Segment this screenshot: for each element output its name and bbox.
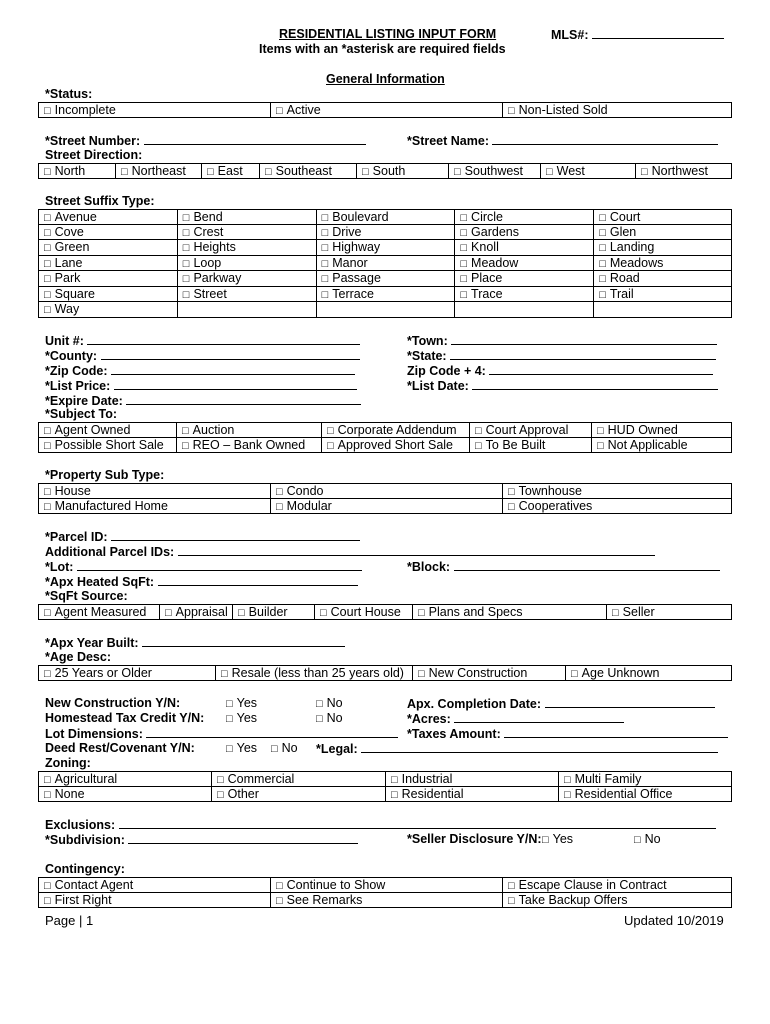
- homestead-label: Homestead Tax Credit Y/N:: [45, 711, 205, 725]
- age-desc-row: [38, 665, 732, 681]
- state-field: [407, 348, 716, 364]
- seller-disclosure-no-checkbox[interactable]: □ No: [634, 832, 661, 848]
- contingency-backup-offers-checkbox[interactable]: □ Take Backup Offers: [502, 893, 732, 909]
- state-input[interactable]: [450, 348, 716, 360]
- suffix-glen-checkbox[interactable]: □ Glen: [593, 225, 732, 241]
- deed-yes-checkbox[interactable]: □ Yes: [226, 741, 257, 757]
- zoning-residential-office-checkbox[interactable]: □ Residential Office: [558, 787, 732, 803]
- acres-label: *Acres:: [407, 712, 451, 726]
- block-field: [407, 559, 720, 575]
- zoning-multi-family-checkbox[interactable]: □ Multi Family: [558, 771, 732, 787]
- suffix-park-checkbox[interactable]: □ Park: [38, 271, 177, 287]
- source-appraisal-checkbox[interactable]: □ Appraisal: [159, 604, 232, 620]
- suffix-passage-checkbox[interactable]: □ Passage: [316, 271, 455, 287]
- additional-parcel-label: Additional Parcel IDs:: [45, 545, 175, 559]
- subject-to-be-built-checkbox[interactable]: □ To Be Built: [469, 438, 591, 454]
- subject-to-row: [38, 438, 732, 454]
- subject-approved-short-sale-checkbox[interactable]: □ Approved Short Sale: [321, 438, 469, 454]
- zip4-label: Zip Code + 4:: [407, 364, 486, 378]
- legal-input[interactable]: [361, 741, 718, 753]
- direction-north-checkbox[interactable]: □ North: [38, 163, 115, 179]
- contingency-contact-agent-checkbox[interactable]: □ Contact Agent: [38, 877, 270, 893]
- unit-field: [45, 333, 360, 349]
- town-field: [407, 333, 717, 349]
- status-non-listed-sold-checkbox[interactable]: □ Non-Listed Sold: [502, 102, 732, 118]
- zip-input[interactable]: [111, 363, 355, 375]
- suffix-row: [38, 225, 732, 241]
- street-number-input[interactable]: [144, 133, 366, 145]
- direction-northwest-checkbox[interactable]: □ Northwest: [635, 163, 732, 179]
- subtype-cooperatives-checkbox[interactable]: □ Cooperatives: [502, 499, 732, 515]
- county-label: *County:: [45, 349, 98, 363]
- subject-reo-checkbox[interactable]: □ REO – Bank Owned: [176, 438, 321, 454]
- town-label: *Town:: [407, 334, 448, 348]
- street-direction-label: Street Direction:: [45, 148, 143, 162]
- suffix-terrace-checkbox[interactable]: □ Terrace: [316, 287, 455, 303]
- completion-date-input[interactable]: [545, 696, 715, 708]
- age-desc-label: *Age Desc:: [45, 650, 111, 664]
- street-name-field: [407, 133, 718, 149]
- list-date-label: *List Date:: [407, 379, 469, 393]
- sub-type-row: [38, 499, 732, 515]
- subject-hud-owned-checkbox[interactable]: □ HUD Owned: [591, 422, 732, 438]
- additional-parcel-field: [45, 544, 655, 560]
- new-construction-yes-checkbox[interactable]: □ Yes: [226, 696, 257, 712]
- year-built-input[interactable]: [142, 635, 345, 647]
- suffix-boulevard-checkbox[interactable]: □ Boulevard: [316, 209, 455, 225]
- subject-court-approval-checkbox[interactable]: □ Court Approval: [469, 422, 591, 438]
- year-built-label: *Apx Year Built:: [45, 636, 139, 650]
- list-date-field: [407, 378, 718, 394]
- zoning-none-checkbox[interactable]: □ None: [38, 787, 211, 803]
- age-25-years-checkbox[interactable]: □ 25 Years or Older: [38, 665, 215, 681]
- status-active-checkbox[interactable]: □ Active: [270, 102, 502, 118]
- zoning-label: Zoning:: [45, 756, 91, 770]
- lot-dimensions-field: [45, 726, 398, 742]
- suffix-empty-cell: [454, 302, 593, 318]
- source-builder-checkbox[interactable]: □ Builder: [232, 604, 314, 620]
- subject-corporate-addendum-checkbox[interactable]: □ Corporate Addendum: [321, 422, 469, 438]
- subject-agent-owned-checkbox[interactable]: □ Agent Owned: [38, 422, 176, 438]
- subject-auction-checkbox[interactable]: □ Auction: [176, 422, 321, 438]
- subtype-townhouse-checkbox[interactable]: □ Townhouse: [502, 483, 732, 499]
- contingency-first-right-checkbox[interactable]: □ First Right: [38, 893, 270, 909]
- street-name-label: *Street Name:: [407, 134, 489, 148]
- status-incomplete-checkbox[interactable]: □ Incomplete: [38, 102, 270, 118]
- legal-label: *Legal:: [316, 742, 358, 756]
- suffix-drive-checkbox[interactable]: □ Drive: [316, 225, 455, 241]
- zip4-field: [407, 363, 713, 379]
- subdivision-label: *Subdivision:: [45, 833, 125, 847]
- suffix-row: [38, 302, 732, 318]
- parcel-id-input[interactable]: [111, 529, 360, 541]
- completion-date-label: Apx. Completion Date:: [407, 697, 542, 711]
- suffix-circle-checkbox[interactable]: □ Circle: [454, 209, 593, 225]
- suffix-meadow-checkbox[interactable]: □ Meadow: [454, 256, 593, 272]
- contingency-escape-clause-checkbox[interactable]: □ Escape Clause in Contract: [502, 877, 732, 893]
- suffix-bend-checkbox[interactable]: □ Bend: [177, 209, 316, 225]
- subject-not-applicable-checkbox[interactable]: □ Not Applicable: [591, 438, 732, 454]
- status-options: [38, 102, 732, 118]
- subtype-house-checkbox[interactable]: □ House: [38, 483, 270, 499]
- zoning-other-checkbox[interactable]: □ Other: [211, 787, 385, 803]
- parcel-id-label: *Parcel ID:: [45, 530, 108, 544]
- seller-disclosure-label: *Seller Disclosure Y/N:: [407, 832, 542, 846]
- unit-input[interactable]: [87, 333, 360, 345]
- list-price-field: [45, 378, 357, 394]
- exclusions-label: Exclusions:: [45, 818, 116, 832]
- zip4-input[interactable]: [489, 363, 713, 375]
- contingency-see-remarks-checkbox[interactable]: □ See Remarks: [270, 893, 502, 909]
- suffix-landing-checkbox[interactable]: □ Landing: [593, 240, 732, 256]
- source-agent-measured-checkbox[interactable]: □ Agent Measured: [38, 604, 159, 620]
- suffix-row: [38, 256, 732, 272]
- direction-south-checkbox[interactable]: □ South: [356, 163, 448, 179]
- suffix-empty-cell: [177, 302, 316, 318]
- taxes-input[interactable]: [504, 726, 728, 738]
- suffix-gardens-checkbox[interactable]: □ Gardens: [454, 225, 593, 241]
- source-seller-checkbox[interactable]: □ Seller: [606, 604, 732, 620]
- suffix-way-checkbox[interactable]: □ Way: [38, 302, 177, 318]
- legal-field: [316, 741, 718, 757]
- suffix-street-checkbox[interactable]: □ Street: [177, 287, 316, 303]
- suffix-knoll-checkbox[interactable]: □ Knoll: [454, 240, 593, 256]
- suffix-row: [38, 240, 732, 256]
- suffix-loop-checkbox[interactable]: □ Loop: [177, 256, 316, 272]
- page-number: Page | 1: [45, 913, 94, 928]
- form-title: RESIDENTIAL LISTING INPUT FORM: [279, 27, 497, 41]
- acres-input[interactable]: [454, 711, 624, 723]
- suffix-court-checkbox[interactable]: □ Court: [593, 209, 732, 225]
- zoning-commercial-checkbox[interactable]: □ Commercial: [211, 771, 385, 787]
- suffix-cove-checkbox[interactable]: □ Cove: [38, 225, 177, 241]
- contingency-row: [38, 877, 732, 893]
- subject-to-row: [38, 422, 732, 438]
- lot-dimensions-label: Lot Dimensions:: [45, 727, 143, 741]
- suffix-meadows-checkbox[interactable]: □ Meadows: [593, 256, 732, 272]
- taxes-label: *Taxes Amount:: [407, 727, 501, 741]
- age-new-construction-checkbox[interactable]: □ New Construction: [412, 665, 565, 681]
- suffix-crest-checkbox[interactable]: □ Crest: [177, 225, 316, 241]
- completion-date-field: [407, 696, 715, 712]
- sqft-input[interactable]: [158, 574, 358, 586]
- suffix-avenue-checkbox[interactable]: □ Avenue: [38, 209, 177, 225]
- sqft-field: [45, 574, 358, 590]
- direction-southwest-checkbox[interactable]: □ Southwest: [448, 163, 540, 179]
- sqft-label: *Apx Heated SqFt:: [45, 575, 155, 589]
- zoning-industrial-checkbox[interactable]: □ Industrial: [385, 771, 558, 787]
- mls-label-text: MLS#:: [551, 28, 589, 42]
- sqft-source-row: [38, 604, 732, 620]
- section-general-info: General Information: [326, 72, 445, 86]
- subtype-modular-checkbox[interactable]: □ Modular: [270, 499, 502, 515]
- subject-to-label: *Subject To:: [45, 407, 117, 421]
- suffix-heights-checkbox[interactable]: □ Heights: [177, 240, 316, 256]
- contingency-continue-show-checkbox[interactable]: □ Continue to Show: [270, 877, 502, 893]
- mls-label: [551, 27, 724, 43]
- age-unknown-checkbox[interactable]: □ Age Unknown: [565, 665, 732, 681]
- suffix-trail-checkbox[interactable]: □ Trail: [593, 287, 732, 303]
- expire-date-label: *Expire Date:: [45, 394, 123, 408]
- street-suffix-label: Street Suffix Type:: [45, 194, 155, 208]
- homestead-yes-checkbox[interactable]: □ Yes: [226, 711, 257, 727]
- suffix-parkway-checkbox[interactable]: □ Parkway: [177, 271, 316, 287]
- contingency-row: [38, 893, 732, 909]
- subdivision-input[interactable]: [128, 832, 358, 844]
- taxes-field: [407, 726, 728, 742]
- subdivision-field: [45, 832, 358, 848]
- county-field: [45, 348, 360, 364]
- new-construction-label: New Construction Y/N:: [45, 696, 181, 710]
- suffix-lane-checkbox[interactable]: □ Lane: [38, 256, 177, 272]
- zip-field: [45, 363, 355, 379]
- subtype-manufactured-home-checkbox[interactable]: □ Manufactured Home: [38, 499, 270, 515]
- expire-date-input[interactable]: [126, 393, 361, 405]
- age-resale-checkbox[interactable]: □ Resale (less than 25 years old): [215, 665, 412, 681]
- suffix-empty-cell: [593, 302, 732, 318]
- parcel-id-field: [45, 529, 360, 545]
- suffix-empty-cell: [316, 302, 455, 318]
- direction-east-checkbox[interactable]: □ East: [201, 163, 259, 179]
- new-construction-no-checkbox[interactable]: □ No: [316, 696, 343, 712]
- block-input[interactable]: [454, 559, 720, 571]
- street-name-input[interactable]: [492, 133, 718, 145]
- subject-possible-short-sale-checkbox[interactable]: □ Possible Short Sale: [38, 438, 176, 454]
- street-direction-options: [38, 163, 732, 179]
- suffix-place-checkbox[interactable]: □ Place: [454, 271, 593, 287]
- source-court-house-checkbox[interactable]: □ Court House: [314, 604, 412, 620]
- lot-field: [45, 559, 362, 575]
- year-built-field: [45, 635, 345, 651]
- street-number-label: *Street Number:: [45, 134, 141, 148]
- zoning-agricultural-checkbox[interactable]: □ Agricultural: [38, 771, 211, 787]
- sqft-source-label: *SqFt Source:: [45, 589, 128, 603]
- homestead-no-checkbox[interactable]: □ No: [316, 711, 343, 727]
- lot-dimensions-input[interactable]: [146, 726, 398, 738]
- suffix-trace-checkbox[interactable]: □ Trace: [454, 287, 593, 303]
- updated-date: Updated 10/2019: [624, 913, 724, 928]
- status-label: *Status:: [45, 87, 93, 101]
- zoning-row: [38, 771, 732, 787]
- direction-northeast-checkbox[interactable]: □ Northeast: [115, 163, 201, 179]
- deed-no-checkbox[interactable]: □ No: [271, 741, 298, 757]
- suffix-row: [38, 271, 732, 287]
- mls-input[interactable]: [592, 27, 724, 39]
- county-input[interactable]: [101, 348, 360, 360]
- suffix-row: [38, 287, 732, 303]
- property-sub-type-label: *Property Sub Type:: [45, 468, 165, 482]
- deed-label: Deed Rest/Covenant Y/N:: [45, 741, 195, 755]
- suffix-row: [38, 209, 732, 225]
- zoning-row: [38, 787, 732, 803]
- list-price-input[interactable]: [114, 378, 357, 390]
- source-plans-specs-checkbox[interactable]: □ Plans and Specs: [412, 604, 606, 620]
- suffix-green-checkbox[interactable]: □ Green: [38, 240, 177, 256]
- list-date-input[interactable]: [472, 378, 718, 390]
- suffix-square-checkbox[interactable]: □ Square: [38, 287, 177, 303]
- direction-west-checkbox[interactable]: □ West: [540, 163, 635, 179]
- form-subtitle: Items with an *asterisk are required fields: [259, 42, 506, 56]
- suffix-highway-checkbox[interactable]: □ Highway: [316, 240, 455, 256]
- lot-label: *Lot:: [45, 560, 74, 574]
- unit-label: Unit #:: [45, 334, 84, 348]
- zoning-residential-checkbox[interactable]: □ Residential: [385, 787, 558, 803]
- contingency-label: Contingency:: [45, 862, 125, 876]
- suffix-manor-checkbox[interactable]: □ Manor: [316, 256, 455, 272]
- block-label: *Block:: [407, 560, 451, 574]
- list-price-label: *List Price:: [45, 379, 111, 393]
- street-number-field: [45, 133, 366, 149]
- exclusions-input[interactable]: [119, 817, 716, 829]
- zip-label: *Zip Code:: [45, 364, 108, 378]
- lot-input[interactable]: [77, 559, 362, 571]
- town-input[interactable]: [451, 333, 717, 345]
- suffix-road-checkbox[interactable]: □ Road: [593, 271, 732, 287]
- direction-southeast-checkbox[interactable]: □ Southeast: [259, 163, 356, 179]
- seller-disclosure-yes-checkbox[interactable]: □ Yes: [542, 832, 573, 848]
- additional-parcel-input[interactable]: [178, 544, 655, 556]
- exclusions-field: [45, 817, 716, 833]
- acres-field: [407, 711, 624, 727]
- subtype-condo-checkbox[interactable]: □ Condo: [270, 483, 502, 499]
- state-label: *State:: [407, 349, 447, 363]
- sub-type-row: [38, 483, 732, 499]
